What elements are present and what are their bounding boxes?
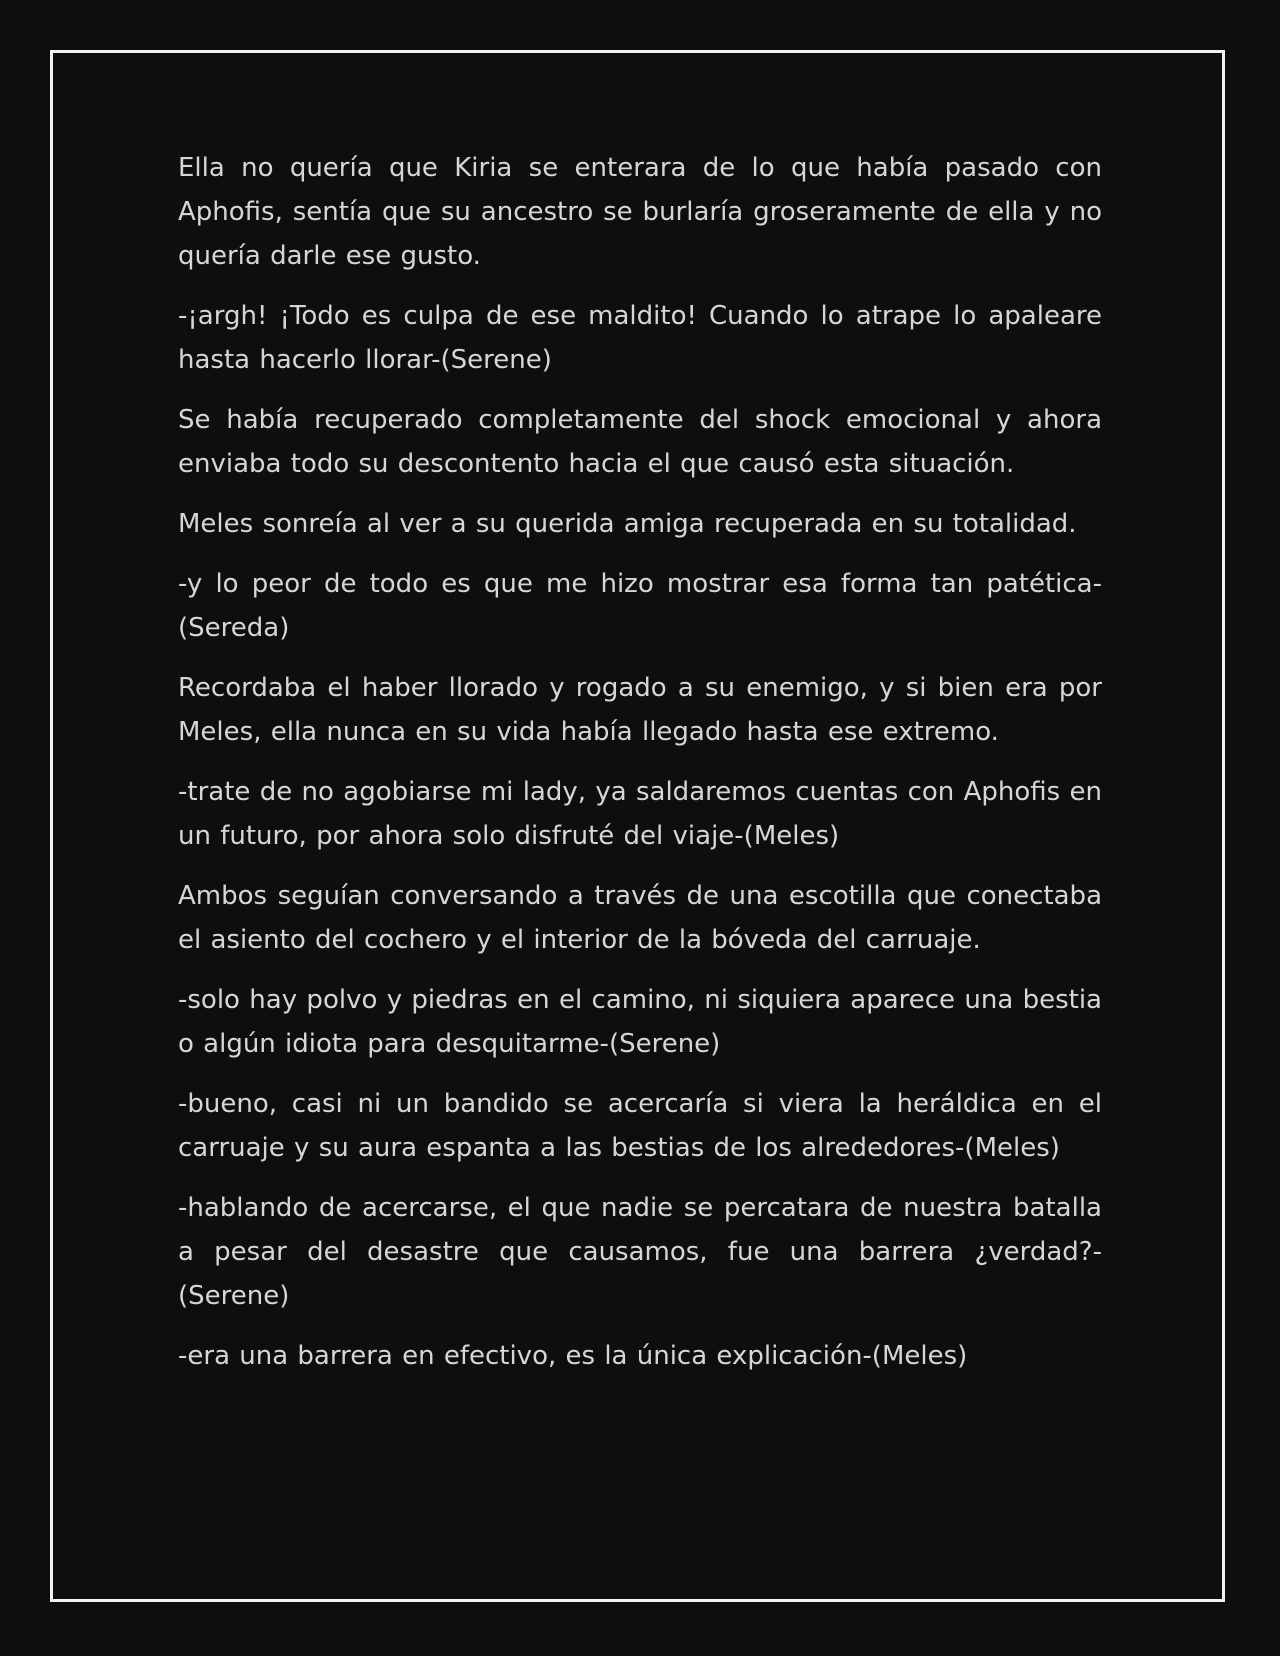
paragraph: Se había recuperado completamente del shock emocional y ahora enviaba todo su descontento hacia el que causó esta situación.: [178, 405, 1102, 479]
paragraph: -¡argh! ¡Todo es culpa de ese maldito! Cuando lo atrape lo apaleare hasta hacerlo llorar-(Serene): [178, 301, 1102, 375]
paragraph: -era una barrera en efectivo, es la única explicación-(Meles): [178, 1341, 968, 1371]
paragraph: -solo hay polvo y piedras en el camino, ni siquiera aparece una bestia o algún idiota para desquitarme-(Serene): [178, 985, 1102, 1059]
paragraph: Ella no quería que Kiria se enterara de lo que había pasado con Aphofis, sentía que su ancestro se burlaría groseramente de ella y no quería darle ese gusto.: [178, 153, 1102, 271]
paragraph: -hablando de acercarse, el que nadie se percatara de nuestra batalla a pesar del desastre que causamos, fue una barrera ¿verdad?-(Serene): [178, 1193, 1102, 1311]
paragraph: Recordaba el haber llorado y rogado a su enemigo, y si bien era por Meles, ella nunca en su vida había llegado hasta ese extremo.: [178, 673, 1102, 747]
paragraph: -y lo peor de todo es que me hizo mostrar esa forma tan patética-(Sereda): [178, 569, 1102, 643]
paragraph: -trate de no agobiarse mi lady, ya saldaremos cuentas con Aphofis en un futuro, por ahora solo disfruté del viaje-(Meles): [178, 777, 1102, 851]
paragraph: -bueno, casi ni un bandido se acercaría si viera la heráldica en el carruaje y su aura espanta a las bestias de los alrededores-(Meles): [178, 1089, 1102, 1163]
story-text: [178, 146, 1102, 1394]
paragraph: Ambos seguían conversando a través de una escotilla que conectaba el asiento del cochero y el interior de la bóveda del carruaje.: [178, 881, 1102, 955]
paragraph: Meles sonreía al ver a su querida amiga recuperada en su totalidad.: [178, 509, 1077, 539]
